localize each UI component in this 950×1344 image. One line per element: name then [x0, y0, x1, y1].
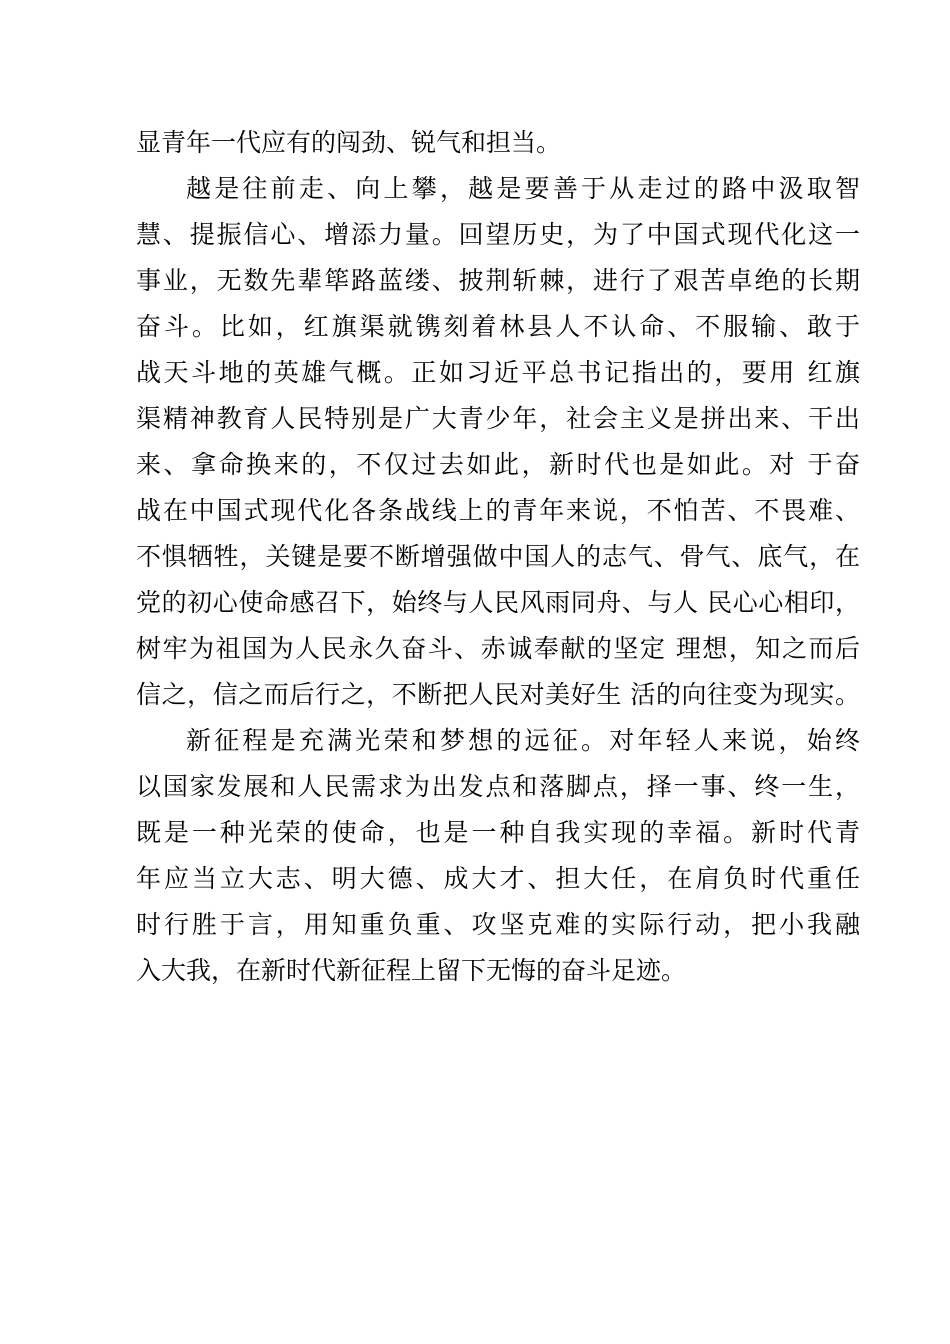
text-line: 年应当立大志、明大德、成大才、担大任，在肩负时代重任 [136, 864, 860, 893]
text-line: 奋斗。比如，红旗渠就镌刻着林县人不认命、不服输、敢于 [136, 312, 860, 341]
text-line: 战在中国式现代化各条战线上的青年来说，不怕苦、不畏难、 [136, 496, 860, 525]
text-line: 以国家发展和人民需求为出发点和落脚点，择一事、终一生， [136, 772, 860, 801]
text-line: 战天斗地的英雄气概。正如习近平总书记指出的，要用 红旗 [136, 358, 860, 387]
text-line: 时行胜于言，用知重负重、攻坚克难的实际行动，把小我融 [136, 910, 860, 939]
text-line: 入大我，在新时代新征程上留下无悔的奋斗足迹。 [136, 956, 687, 985]
text-line: 树牢为祖国为人民永久奋斗、赤诚奉献的坚定 理想，知之而后 [136, 634, 860, 663]
text-line: 渠精神教育人民特别是广大青少年，社会主义是拼出来、干出 [136, 404, 860, 433]
text-line: 慧、提振信心、增添力量。回望历史，为了中国式现代化这一 [136, 220, 860, 249]
text-line: 事业，无数先辈筚路蓝缕、披荆斩棘，进行了艰苦卓绝的长期 [136, 266, 860, 295]
text-line: 既是一种光荣的使命，也是一种自我实现的幸福。新时代青 [136, 818, 860, 847]
text-line: 信之，信之而后行之，不断把人民对美好生 活的向往变为现实。 [136, 680, 860, 709]
document-text-block [136, 120, 860, 994]
text-line: 来、拿命换来的，不仅过去如此，新时代也是如此。对 于奋 [136, 450, 860, 479]
text-line: 新征程是充满光荣和梦想的远征。对年轻人来说，始终 [186, 726, 860, 755]
text-line: 党的初心使命感召下，始终与人民风雨同舟、与人 民心心相印， [136, 588, 860, 617]
text-line: 越是往前走、向上攀，越是要善于从走过的路中汲取智 [186, 174, 860, 203]
text-line: 不惧牺牲，关键是要不断增强做中国人的志气、骨气、底气，在 [136, 542, 860, 571]
text-line: 显青年一代应有的闯劲、锐气和担当。 [136, 128, 562, 157]
